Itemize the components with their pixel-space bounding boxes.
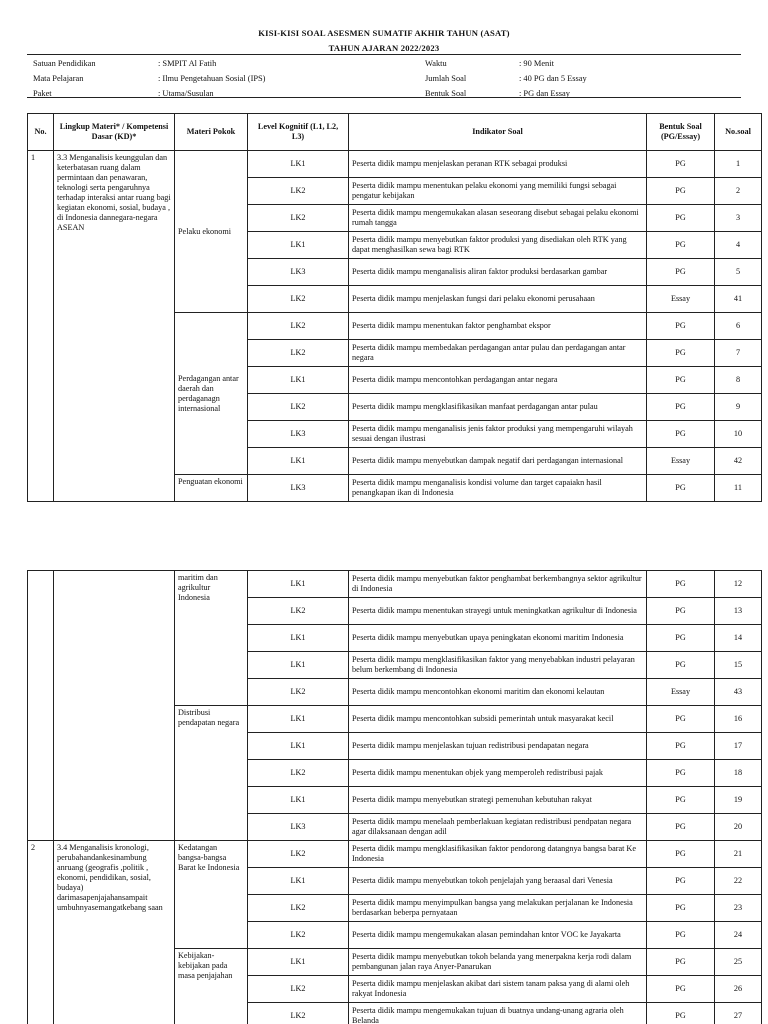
nosoal-cell: 9 — [715, 394, 762, 421]
level-cell: LK3 — [248, 814, 349, 841]
meta-label: Waktu — [425, 59, 447, 68]
header-level: Level Kognitif (L1, L2, L3) — [248, 114, 349, 151]
materi-pokok: Distribusi pendapatan negara — [175, 706, 248, 841]
indikator-cell: Peserta didik mampu mencontohkan subsidi pemerintah untuk masyarakat kecil — [349, 706, 647, 733]
level-cell: LK2 — [248, 313, 349, 340]
indikator-cell: Peserta didik mampu mengemukakan alasan pemindahan kntor VOC ke Jayakarta — [349, 922, 647, 949]
bentuk-cell: PG — [647, 787, 715, 814]
header-no: No. — [28, 114, 54, 151]
level-cell: LK2 — [248, 841, 349, 868]
level-cell: LK3 — [248, 259, 349, 286]
bentuk-cell: PG — [647, 475, 715, 502]
meta-label: Jumlah Soal — [425, 74, 467, 83]
level-cell: LK2 — [248, 760, 349, 787]
bentuk-cell: PG — [647, 232, 715, 259]
bentuk-cell: PG — [647, 367, 715, 394]
meta-left — [33, 56, 265, 101]
nosoal-cell: 17 — [715, 733, 762, 760]
indikator-cell: Peserta didik mampu menentukan faktor penghambat ekspor — [349, 313, 647, 340]
level-cell: LK1 — [248, 625, 349, 652]
nosoal-cell: 22 — [715, 868, 762, 895]
nosoal-cell: 8 — [715, 367, 762, 394]
header-materi: Materi Pokok — [175, 114, 248, 151]
materi-pokok: maritim dan agrikultur Indonesia — [175, 571, 248, 706]
materi-pokok: Kedatangan bangsa-bangsa Barat ke Indonesia — [175, 841, 248, 949]
meta-label: Paket — [33, 89, 52, 98]
meta-row — [33, 56, 265, 71]
nosoal-cell: 18 — [715, 760, 762, 787]
bentuk-cell: PG — [647, 151, 715, 178]
table-header-row — [28, 114, 762, 151]
level-cell: LK1 — [248, 787, 349, 814]
header-rule-top — [27, 54, 741, 55]
meta-row — [33, 71, 265, 86]
bentuk-cell: PG — [647, 571, 715, 598]
meta-row — [425, 71, 587, 86]
level-cell: LK2 — [248, 895, 349, 922]
level-cell: LK1 — [248, 949, 349, 976]
nosoal-cell: 26 — [715, 976, 762, 1003]
kd-number: 2 — [28, 841, 54, 1024]
bentuk-cell: PG — [647, 895, 715, 922]
indikator-cell: Peserta didik mampu menyebutkan tokoh belanda yang menerpakna kerja rodi dalam pembangunan jalan raya Anyer-Panarukan — [349, 949, 647, 976]
nosoal-cell: 41 — [715, 286, 762, 313]
bentuk-cell: Essay — [647, 286, 715, 313]
level-cell: LK1 — [248, 448, 349, 475]
document-title: KISI-KISI SOAL ASESMEN SUMATIF AKHIR TAHUN (ASAT) — [258, 28, 510, 38]
level-cell: LK2 — [248, 394, 349, 421]
materi-pokok: Kebijakan-kebijakan pada masa penjajahan — [175, 949, 248, 1024]
indikator-cell: Peserta didik mampu mengemukakan tujuan di buatnya undang-unang agraria oleh Belanda — [349, 1003, 647, 1024]
meta-value: : 40 PG dan 5 Essay — [519, 74, 587, 83]
indikator-cell: Peserta didik mampu menentukan objek yang memperoleh redistribusi pajak — [349, 760, 647, 787]
table-row — [28, 571, 762, 598]
indikator-cell: Peserta didik mampu menyebutkan dampak negatif dari perdagangan internasional — [349, 448, 647, 475]
nosoal-cell: 19 — [715, 787, 762, 814]
bentuk-cell: Essay — [647, 448, 715, 475]
materi-pokok: Penguatan ekonomi — [175, 475, 248, 502]
indikator-cell: Peserta didik mampu mengklasifikasikan faktor pendorong datangnya bangsa barat Ke Indonesia — [349, 841, 647, 868]
indikator-cell: Peserta didik mampu menganalisis aliran faktor produksi berdasarkan gambar — [349, 259, 647, 286]
nosoal-cell: 21 — [715, 841, 762, 868]
kd-number-continued — [28, 571, 54, 841]
level-cell: LK1 — [248, 571, 349, 598]
indikator-cell: Peserta didik mampu menyebutkan tokoh penjelajah yang beraasal dari Venesia — [349, 868, 647, 895]
indikator-cell: Peserta didik mampu menganalisis jenis faktor produksi yang mempengaruhi wilayah sesuai dengan ilustrasi — [349, 421, 647, 448]
level-cell: LK2 — [248, 922, 349, 949]
indikator-cell: Peserta didik mampu mengklasifikasikan faktor yang menyebabkan industri pelayaran belum berkembang di Indonesia — [349, 652, 647, 679]
kd-text-continued — [54, 571, 175, 841]
level-cell: LK3 — [248, 475, 349, 502]
indikator-cell: Peserta didik mampu membedakan perdagangan antar pulau dan perdagangan antar negara — [349, 340, 647, 367]
indikator-cell: Peserta didik mampu menentukan strayegi untuk meningkatkan agrikultur di Indonesia — [349, 598, 647, 625]
meta-value: : PG dan Essay — [519, 89, 570, 98]
nosoal-cell: 4 — [715, 232, 762, 259]
level-cell: LK2 — [248, 976, 349, 1003]
materi-pokok: Perdagangan antar daerah dan perdaganagn internasional — [175, 313, 248, 475]
meta-label: Bentuk Soal — [425, 89, 467, 98]
indikator-cell: Peserta didik mampu mengemukakan alasan seseorang disebut sebagai pelaku ekonomi rumah tangga — [349, 205, 647, 232]
nosoal-cell: 27 — [715, 1003, 762, 1024]
nosoal-cell: 25 — [715, 949, 762, 976]
page-gap — [0, 530, 768, 570]
bentuk-cell: PG — [647, 178, 715, 205]
level-cell: LK1 — [248, 151, 349, 178]
header-indikator: Indikator Soal — [349, 114, 647, 151]
nosoal-cell: 11 — [715, 475, 762, 502]
nosoal-cell: 16 — [715, 706, 762, 733]
bentuk-cell: PG — [647, 841, 715, 868]
nosoal-cell: 3 — [715, 205, 762, 232]
document-page-2 — [0, 570, 768, 1024]
header-kd: Lingkup Materi* / Kompetensi Dasar (KD)* — [54, 114, 175, 151]
level-cell: LK2 — [248, 286, 349, 313]
level-cell: LK1 — [248, 868, 349, 895]
meta-value: : Utama/Susulan — [158, 89, 214, 98]
meta-row — [33, 86, 265, 101]
table-row — [28, 151, 762, 178]
bentuk-cell: PG — [647, 598, 715, 625]
bentuk-cell: PG — [647, 922, 715, 949]
indikator-cell: Peserta didik mampu menjelaskan akibat dari sistem tanam paksa yang di alami oleh rakyat Indonesia — [349, 976, 647, 1003]
level-cell: LK2 — [248, 340, 349, 367]
bentuk-cell: PG — [647, 976, 715, 1003]
meta-value: : Ilmu Pengetahuan Sosial (IPS) — [158, 74, 266, 83]
level-cell: LK3 — [248, 421, 349, 448]
meta-right — [425, 56, 587, 101]
bentuk-cell: PG — [647, 814, 715, 841]
level-cell: LK2 — [248, 598, 349, 625]
indikator-cell: Peserta didik mampu menyebutkan strategi pemenuhan kebutuhan rakyat — [349, 787, 647, 814]
indikator-cell: Peserta didik mampu mencontohkan perdagangan antar negara — [349, 367, 647, 394]
nosoal-cell: 1 — [715, 151, 762, 178]
bentuk-cell: PG — [647, 259, 715, 286]
kisi-kisi-table-page-1 — [27, 113, 762, 502]
indikator-cell: Peserta didik mampu menyebutkan faktor produksi yang disediakan oleh RTK yang dapat menghasilkan sewa bagi RTK — [349, 232, 647, 259]
level-cell: LK1 — [248, 733, 349, 760]
bentuk-cell: PG — [647, 394, 715, 421]
indikator-cell: Peserta didik mampu menjelaskan peranan RTK sebagai produksi — [349, 151, 647, 178]
indikator-cell: Peserta didik mampu menyimpulkan bangsa yang melakukan perjalanan ke Indonesia berdasarkan beberpa pernyataan — [349, 895, 647, 922]
indikator-cell: Peserta didik mampu menentukan pelaku ekonomi yang memiliki fungsi sebagai pengatur kebijakan — [349, 178, 647, 205]
nosoal-cell: 12 — [715, 571, 762, 598]
table-row — [28, 841, 762, 868]
nosoal-cell: 13 — [715, 598, 762, 625]
level-cell: LK2 — [248, 679, 349, 706]
meta-row — [425, 86, 587, 101]
kd-text: 3.3 Menganalisis keunggulan dan keterbatasan ruang dalam permintaan dan penawaran, teknologi serta pengaruhnya terhadap interaksi antar ruang bagi kegiatan ekonomi, sosial, budaya , di Indonesia dannegara-negara ASEAN — [54, 151, 175, 502]
indikator-cell: Peserta didik mampu mengklasifikasikan manfaat perdagangan antar pulau — [349, 394, 647, 421]
bentuk-cell: PG — [647, 706, 715, 733]
materi-pokok: Pelaku ekonomi — [175, 151, 248, 313]
level-cell: LK1 — [248, 367, 349, 394]
nosoal-cell: 15 — [715, 652, 762, 679]
nosoal-cell: 6 — [715, 313, 762, 340]
bentuk-cell: PG — [647, 340, 715, 367]
indikator-cell: Peserta didik mampu menyebutkan upaya peningkatan ekonomi maritim Indonesia — [349, 625, 647, 652]
kisi-kisi-table-page-2 — [27, 570, 762, 1024]
level-cell: LK2 — [248, 178, 349, 205]
bentuk-cell: PG — [647, 733, 715, 760]
bentuk-cell: PG — [647, 760, 715, 787]
nosoal-cell: 24 — [715, 922, 762, 949]
meta-value: : SMPIT Al Fatih — [158, 59, 217, 68]
level-cell: LK1 — [248, 706, 349, 733]
header-rule-bottom — [27, 97, 741, 98]
level-cell: LK1 — [248, 652, 349, 679]
meta-row — [425, 56, 587, 71]
nosoal-cell: 23 — [715, 895, 762, 922]
meta-label: Mata Pelajaran — [33, 74, 84, 83]
kd-number: 1 — [28, 151, 54, 502]
bentuk-cell: PG — [647, 652, 715, 679]
nosoal-cell: 10 — [715, 421, 762, 448]
indikator-cell: Peserta didik mampu mencontohkan ekonomi maritim dan ekonomi kelautan — [349, 679, 647, 706]
nosoal-cell: 14 — [715, 625, 762, 652]
bentuk-cell: PG — [647, 1003, 715, 1024]
indikator-cell: Peserta didik mampu menyebutkan faktor penghambat berkembangnya sektor agrikultur di Indonesia — [349, 571, 647, 598]
level-cell: LK1 — [248, 232, 349, 259]
header-bentuk: Bentuk Soal (PG/Essay) — [647, 114, 715, 151]
bentuk-cell: PG — [647, 625, 715, 652]
nosoal-cell: 42 — [715, 448, 762, 475]
kd-text: 3.4 Menganalisis kronologi, perubahandankesinambung anruang (geografis ,politik , ekonomi, pendidikan, sosial, budaya) darimasapenjajahansampait umbuhnyasemangatkebang saan — [54, 841, 175, 1024]
bentuk-cell: PG — [647, 313, 715, 340]
bentuk-cell: PG — [647, 949, 715, 976]
indikator-cell: Peserta didik mampu menelaah pemberlakuan kegiatan redistribusi pendpatan negara agar dilaksanaan dengan adil — [349, 814, 647, 841]
bentuk-cell: PG — [647, 868, 715, 895]
bentuk-cell: Essay — [647, 679, 715, 706]
indikator-cell: Peserta didik mampu menjelaskan fungsi dari pelaku ekonomi perusahaan — [349, 286, 647, 313]
meta-value: : 90 Menit — [519, 59, 554, 68]
level-cell: LK2 — [248, 205, 349, 232]
nosoal-cell: 5 — [715, 259, 762, 286]
bentuk-cell: PG — [647, 421, 715, 448]
level-cell: LK2 — [248, 1003, 349, 1024]
nosoal-cell: 20 — [715, 814, 762, 841]
document-subtitle: TAHUN AJARAN 2022/2023 — [328, 43, 440, 53]
nosoal-cell: 43 — [715, 679, 762, 706]
nosoal-cell: 7 — [715, 340, 762, 367]
indikator-cell: Peserta didik mampu menganalisis kondisi volume dan target capaiakn hasil penangkapan ikan di Indonesia — [349, 475, 647, 502]
bentuk-cell: PG — [647, 205, 715, 232]
meta-label: Satuan Pendidikan — [33, 59, 96, 68]
indikator-cell: Peserta didik mampu menjelaskan tujuan redistribusi pendapatan negara — [349, 733, 647, 760]
header-nosoal: No.soal — [715, 114, 762, 151]
nosoal-cell: 2 — [715, 178, 762, 205]
